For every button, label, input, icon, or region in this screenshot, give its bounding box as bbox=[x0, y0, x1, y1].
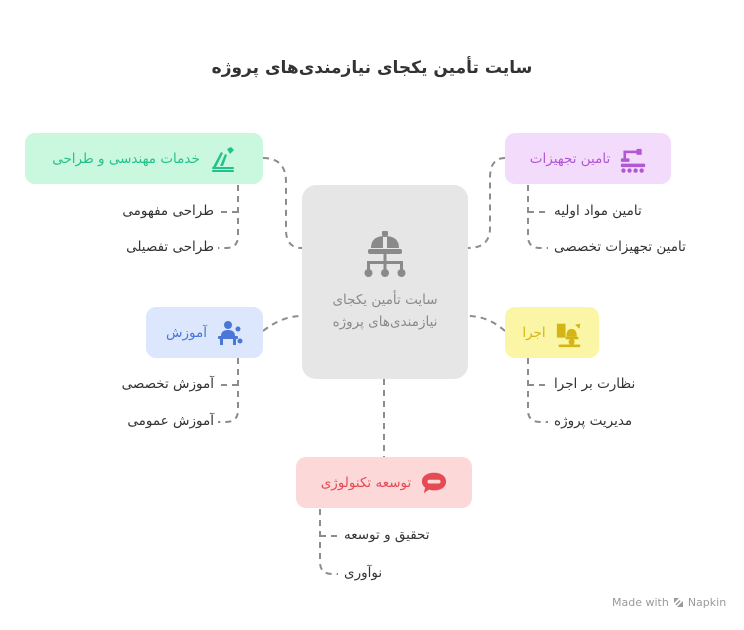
execution-child-1: نظارت بر اجرا bbox=[554, 376, 636, 392]
center-label-line1: سایت تأمین یکجای bbox=[332, 292, 438, 308]
execution-child-2: مدیریت پروژه bbox=[554, 413, 633, 429]
diagram-title: سایت تأمین یکجای نیازمندی‌های پروژه bbox=[211, 58, 533, 78]
node-training-label: آموزش bbox=[166, 324, 207, 341]
technology-child-1: تحقیق و توسعه bbox=[344, 527, 430, 543]
napkin-brand-label: Napkin bbox=[687, 596, 727, 609]
node-engineering bbox=[25, 133, 263, 184]
equipment-child-1: تامین مواد اولیه bbox=[554, 203, 642, 219]
connector-equipment-children bbox=[528, 185, 548, 248]
construction-worker-icon bbox=[556, 320, 582, 346]
connector-execution-children bbox=[528, 358, 548, 422]
equipment-child-2: تامین تجهیزات تخصصی bbox=[554, 239, 686, 255]
connector-technology-children bbox=[320, 509, 338, 574]
made-with-napkin[interactable] bbox=[612, 596, 726, 609]
node-equipment bbox=[505, 133, 671, 184]
training-child-2: آموزش عمومی bbox=[127, 413, 214, 429]
node-equipment-label: تامین تجهیزات bbox=[529, 150, 611, 167]
center-node bbox=[302, 185, 468, 379]
technology-child-2: نوآوری bbox=[344, 565, 383, 581]
node-training bbox=[146, 307, 263, 358]
connector-engineering-children bbox=[218, 185, 238, 248]
node-technology-label: توسعه تکنولوژی bbox=[320, 474, 412, 491]
speech-bubble-icon bbox=[421, 470, 447, 496]
napkin-logo-icon bbox=[673, 597, 684, 608]
connector-training bbox=[263, 316, 302, 331]
training-child-1: آموزش تخصصی bbox=[121, 376, 214, 392]
node-execution-label: اجرا bbox=[522, 324, 546, 341]
node-engineering-label: خدمات مهندسی و طراحی bbox=[52, 150, 200, 167]
connector-engineering bbox=[263, 158, 302, 248]
engineering-child-1: طراحی مفهومی bbox=[122, 203, 214, 219]
center-label-line2: نیازمندی‌های پروژه bbox=[332, 314, 438, 330]
conveyor-robot-icon bbox=[620, 146, 646, 172]
helmet-network-icon bbox=[362, 231, 408, 279]
center-label bbox=[332, 289, 437, 333]
drafting-tools-icon bbox=[210, 146, 236, 172]
connector-execution bbox=[468, 316, 505, 331]
instructor-icon bbox=[217, 320, 243, 346]
node-technology bbox=[296, 457, 472, 508]
connector-equipment bbox=[468, 158, 505, 248]
connector-training-children bbox=[218, 358, 238, 422]
node-execution bbox=[505, 307, 599, 358]
made-with-label: Made with bbox=[612, 596, 669, 609]
engineering-child-2: طراحی تفصیلی bbox=[126, 239, 214, 255]
